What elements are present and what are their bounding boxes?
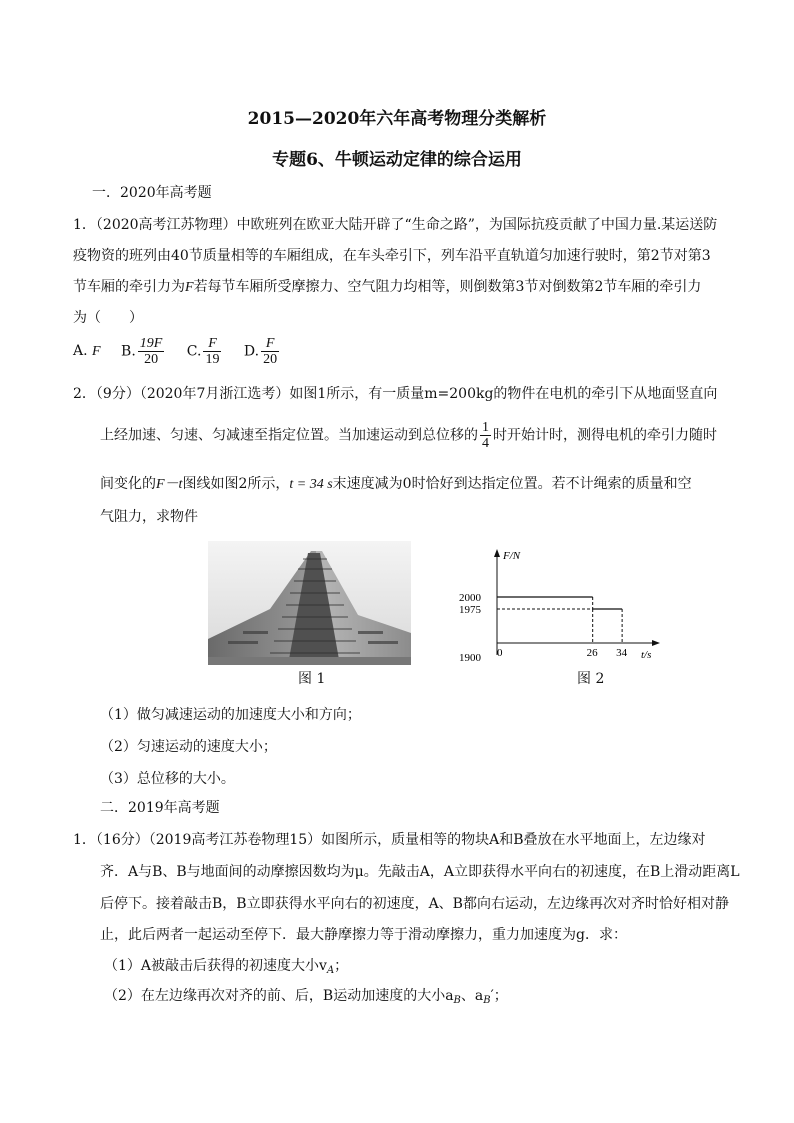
q1-option-b-num: 19F bbox=[139, 336, 163, 351]
q1-option-a[interactable] bbox=[73, 344, 101, 359]
q1-option-c-den: 19 bbox=[205, 352, 220, 367]
y-tick-2000: 2000 bbox=[459, 592, 481, 604]
q1-option-b-den: 20 bbox=[144, 352, 159, 367]
q1-option-c-num: F bbox=[203, 336, 221, 352]
q3-sub2-subscript-b2: B bbox=[483, 995, 491, 1006]
q1-option-d[interactable] bbox=[244, 336, 281, 367]
q2-line2b: 时开始计时，测得电机的牵引力随时 bbox=[493, 427, 717, 444]
q2-frac-den: 4 bbox=[482, 436, 489, 451]
q1-option-d-label: D. bbox=[243, 343, 260, 360]
q2-sub2: （2）匀速运动的速度大小； bbox=[100, 739, 277, 755]
q3-sub2-end: ′； bbox=[490, 988, 508, 1004]
y-tick-1900: 1900 bbox=[459, 652, 481, 664]
x-axis-arrow bbox=[652, 640, 660, 646]
q2-line1: 2．（9分）（2020年7月浙江选考）如图1所示，有一质量m=200kg的物件在电机的牵引下从地面竖直向 bbox=[73, 386, 718, 402]
q1-option-d-den: 20 bbox=[263, 352, 278, 367]
q3-sub1-text: （1）A被敲击后获得的初速度大小v bbox=[104, 958, 327, 974]
q3-line1: 1．（16分）（2019高考江苏卷物理15）如图所示，质量相等的物块A和B叠放在水平地面上，左边缘对 bbox=[73, 832, 706, 848]
q1-option-c[interactable] bbox=[187, 336, 224, 367]
q1-line3a: 节车厢的牵引力为 bbox=[73, 279, 185, 295]
x-tick-26: 26 bbox=[586, 647, 598, 659]
y-axis-label: F/N bbox=[503, 550, 521, 562]
section-2020: 一．2020年高考题 bbox=[92, 185, 212, 201]
x-axis-label: t/s bbox=[641, 649, 652, 661]
q1-options bbox=[73, 336, 297, 367]
page-subtitle: 专题6、牛顿运动定律的综合运用 bbox=[272, 150, 522, 170]
q1-option-d-num: F bbox=[261, 336, 279, 352]
q3-line3: 后停下。接着敲击B，B立即获得水平向右的初速度，A、B都向右运动，左边缘再次对齐时恰好相对静 bbox=[100, 896, 729, 912]
q2-quarter-fraction bbox=[480, 420, 491, 451]
q1-line3 bbox=[73, 277, 701, 298]
q1-line3b: 若每节车厢所受摩擦力、空气阻力均相等，则倒数第3节对倒数第2节车厢的牵引力 bbox=[193, 279, 702, 295]
q1-option-a-label: A. bbox=[73, 343, 88, 359]
q2-line2a: 上经加速、匀速、匀减速至指定位置。当加速运动到总位移的 bbox=[100, 427, 478, 444]
ft-chart bbox=[455, 545, 665, 665]
q1-option-b-label: B. bbox=[121, 343, 136, 360]
q1-option-b[interactable] bbox=[121, 336, 166, 367]
q2-line4: 气阻力，求物件 bbox=[100, 509, 198, 525]
q3-sub2-subscript-b: B bbox=[453, 995, 461, 1006]
q1-line4: 为（ ） bbox=[73, 310, 143, 326]
y-axis-arrow bbox=[494, 549, 500, 557]
q3-sub1-end: ； bbox=[334, 958, 349, 974]
q3-line2: 齐．A与B、B与地面间的动摩擦因数均为μ。先敲击A，A立即获得水平向右的初速度，在B上滑动距离L bbox=[100, 864, 740, 880]
q1-option-c-fraction bbox=[203, 336, 221, 367]
q3-sub2-mid: 、a bbox=[460, 988, 484, 1004]
q2-sub3: （3）总位移的大小。 bbox=[100, 771, 235, 787]
section-2019: 二．2019年高考题 bbox=[100, 800, 220, 816]
x-tick-34: 34 bbox=[616, 647, 628, 659]
q1-option-c-label: C. bbox=[186, 343, 202, 360]
page-title: 2015—2020年六年高考物理分类解析 bbox=[247, 109, 547, 129]
q3-line4: 止，此后两者一起运动至停下．最大静摩擦力等于滑动摩擦力，重力加速度为g．求： bbox=[100, 927, 627, 943]
q3-sub1 bbox=[104, 956, 348, 981]
q2-ft-symbol: F－t bbox=[156, 477, 183, 492]
q1-force-symbol: F bbox=[185, 280, 194, 295]
q2-line3a: 间变化的 bbox=[100, 476, 156, 492]
q1-line2: 疫物资的班列由40节质量相等的车厢组成，在车头牵引下，列车沿平直轨道匀加速行驶时，第2节对第3 bbox=[73, 248, 711, 264]
q2-line3b: 图线如图2所示， bbox=[182, 476, 290, 492]
figure-2-caption: 图 2 bbox=[577, 671, 605, 687]
q3-sub2 bbox=[104, 986, 508, 1011]
y-tick-1975: 1975 bbox=[459, 604, 481, 616]
x-tick-0: 0 bbox=[497, 647, 503, 659]
q2-sub1: （1）做匀减速运动的加速度大小和方向； bbox=[100, 707, 361, 723]
q2-line2 bbox=[100, 420, 717, 451]
q2-line3 bbox=[100, 474, 692, 495]
q3-sub2-text: （2）在左边缘再次对齐的前、后，B运动加速度的大小a bbox=[104, 988, 454, 1004]
q3-sub1-subscript: A bbox=[326, 965, 335, 976]
q1-line1: 1．（2020高考江苏物理）中欧班列在欧亚大陆开辟了“生命之路”，为国际抗疫贡献了中国力量.某运送防 bbox=[73, 217, 718, 233]
q1-option-d-fraction bbox=[261, 336, 279, 367]
q1-option-a-value: F bbox=[92, 344, 101, 359]
q2-frac-num: 1 bbox=[482, 420, 489, 435]
q2-t34: t = 34 s bbox=[289, 477, 333, 492]
q1-option-b-fraction bbox=[138, 336, 165, 367]
figure-1-caption: 图 1 bbox=[298, 671, 326, 687]
building-photo bbox=[208, 541, 411, 665]
q2-line3c: 末速度减为0时恰好到达指定位置。若不计绳索的质量和空 bbox=[332, 476, 692, 492]
